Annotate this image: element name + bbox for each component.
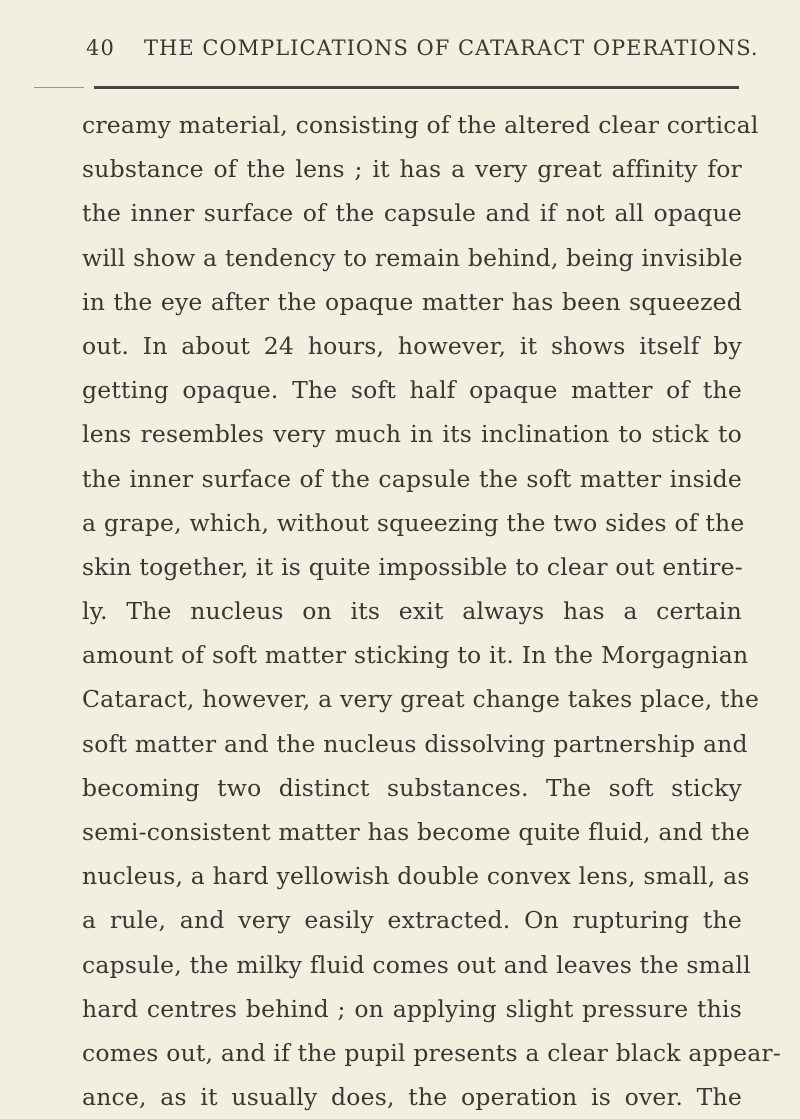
text-line: the inner surface of the capsule and if not all opaque [82,199,742,228]
text-line: ly. The nucleus on its exit always has a certain [82,597,742,626]
text-line: semi-consistent matter has become quite fluid, and the [82,818,750,846]
text-line: getting opaque. The soft half opaque matter of the [82,376,742,405]
text-line: hard centres behind ; on applying slight pressure this [82,994,742,1023]
body-text [82,103,781,1119]
running-title: THE COMPLICATIONS OF CATARACT OPERATIONS. [144,36,759,60]
text-line: Cataract, however, a very great change takes place, the [82,685,760,714]
text-line: a grape, which, without squeezing the two sides of the [82,508,745,537]
page-number: 40 [86,36,116,60]
text-line: capsule, the milky fluid comes out and leaves the small [82,950,751,979]
text-line: will show a tendency to remain behind, being invisible [82,243,743,272]
text-line: nucleus, a hard yellowish double convex lens, small, as [82,862,750,891]
text-line: out. In about 24 hours, however, it shows itself by [82,331,742,360]
text-line: in the eye after the opaque matter has been squeezed [82,287,742,316]
text-line: soft matter and the nucleus dissolving partnership and [82,729,748,758]
text-line: creamy material, consisting of the altered clear cortical [82,111,759,139]
text-line: a rule, and very easily extracted. On rupturing the [82,906,742,935]
text-line: substance of the lens ; it has a very great affinity for [82,155,742,184]
header-rule [94,86,739,89]
text-line: skin together, it is quite impossible to clear out entire- [82,552,743,581]
text-line: becoming two distinct substances. The soft sticky [82,773,742,802]
text-line: amount of soft matter sticking to it. In the Morgagnian [82,641,749,670]
text-line: ance, as it usually does, the operation is over. The [82,1083,742,1112]
text-line: lens resembles very much in its inclination to stick to [82,420,742,449]
text-line: comes out, and if the pupil presents a clear black appear- [82,1038,781,1067]
page-header [86,36,759,70]
text-line: the inner surface of the capsule the soft matter inside [82,464,742,493]
